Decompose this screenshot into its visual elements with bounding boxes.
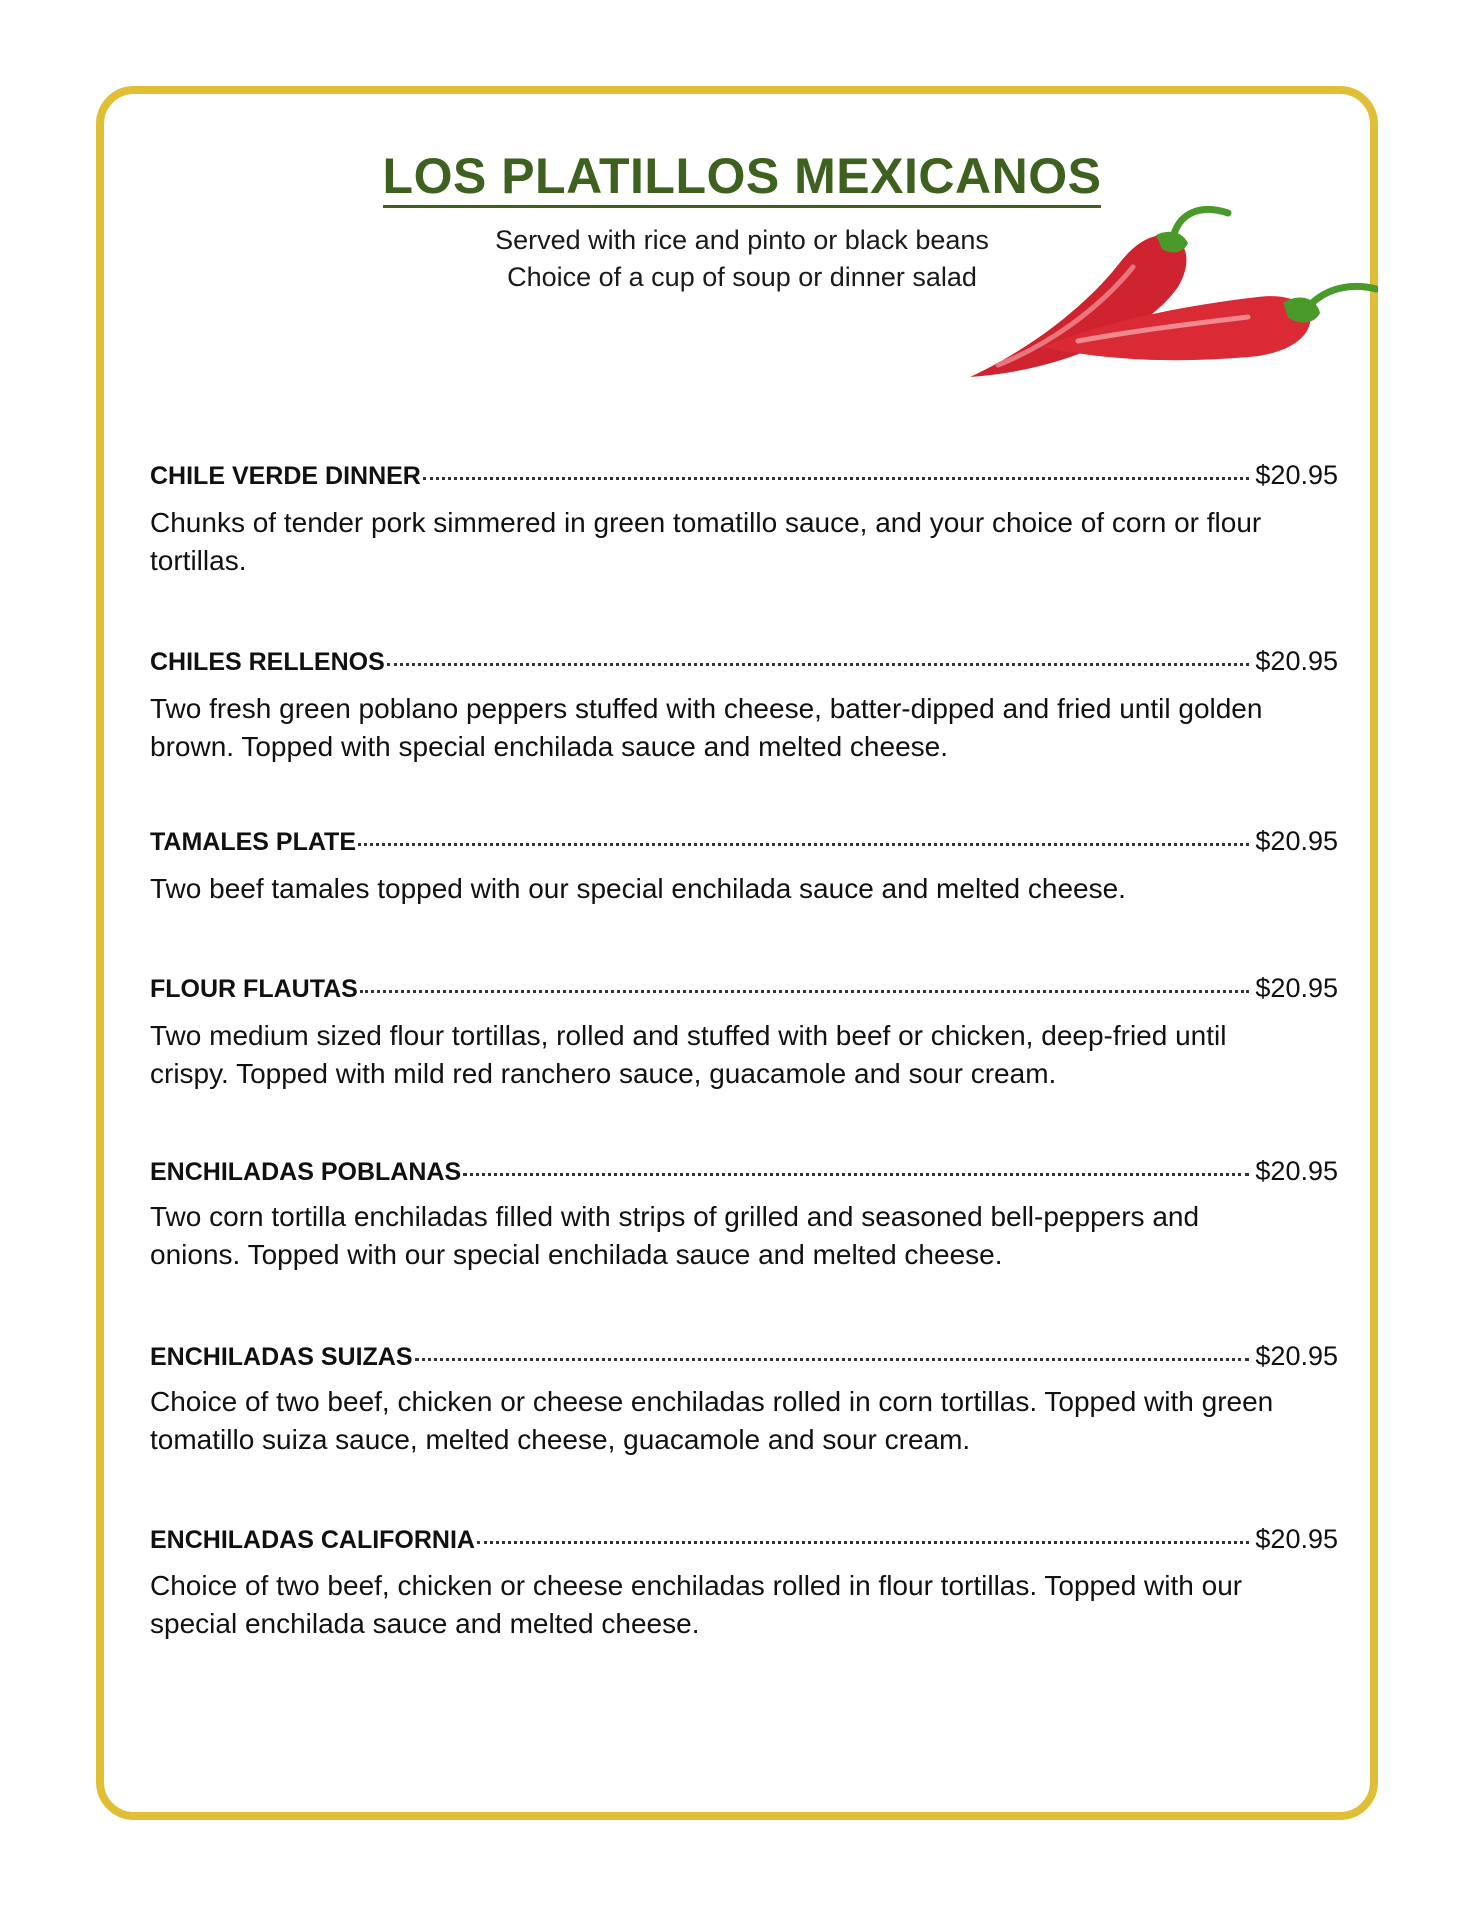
item-name: ENCHILADAS CALIFORNIA bbox=[150, 1526, 475, 1554]
item-name: CHILE VERDE DINNER bbox=[150, 462, 421, 490]
item-price: $20.95 bbox=[1255, 1341, 1338, 1371]
menu-item bbox=[150, 973, 1338, 1004]
menu-item bbox=[150, 460, 1338, 491]
menu-item bbox=[150, 1341, 1338, 1372]
item-description: Two medium sized flour tortillas, rolled and stuffed with beef or chicken, deep-fried until crispy. Topped with mild red ranchero sauce, guacamole and sour cream. bbox=[150, 1020, 1227, 1089]
item-price: $20.95 bbox=[1255, 460, 1338, 490]
item-description: Two corn tortilla enchiladas filled with strips of grilled and seasoned bell-peppers and onions. Topped with our special enchilada sauce and melted cheese. bbox=[150, 1201, 1200, 1270]
item-description: Choice of two beef, chicken or cheese enchiladas rolled in flour tortillas. Topped with our special enchilada sauce and melted cheese. bbox=[150, 1570, 1243, 1639]
menu-subtitle-line2: Choice of a cup of soup or dinner salad bbox=[507, 262, 977, 292]
item-price: $20.95 bbox=[1255, 973, 1338, 1003]
item-price: $20.95 bbox=[1255, 1156, 1338, 1186]
dot-leader bbox=[477, 1541, 1249, 1544]
dot-leader bbox=[463, 1173, 1249, 1176]
dot-leader bbox=[415, 1358, 1250, 1361]
item-description: Two fresh green poblano peppers stuffed with cheese, batter-dipped and fried until golden brown. Topped with special enchilada sauce and melted cheese. bbox=[150, 693, 1263, 762]
item-name: CHILES RELLENOS bbox=[150, 648, 385, 676]
dot-leader bbox=[423, 477, 1250, 480]
menu-item bbox=[150, 1524, 1338, 1555]
item-name: FLOUR FLAUTAS bbox=[150, 975, 358, 1003]
item-description: Choice of two beef, chicken or cheese enchiladas rolled in corn tortillas. Topped with green tomatillo suiza sauce, melted cheese, guacamole and sour cream. bbox=[150, 1386, 1274, 1455]
item-price: $20.95 bbox=[1255, 826, 1338, 856]
menu-item bbox=[150, 646, 1338, 677]
item-name: ENCHILADAS POBLANAS bbox=[150, 1158, 462, 1186]
dot-leader bbox=[358, 843, 1249, 846]
chili-peppers-icon bbox=[958, 205, 1378, 385]
item-name: TAMALES PLATE bbox=[150, 828, 357, 856]
item-description: Two beef tamales topped with our special enchilada sauce and melted cheese. bbox=[150, 873, 1126, 904]
menu-title: LOS PLATILLOS MEXICANOS bbox=[383, 150, 1102, 208]
item-name: ENCHILADAS SUIZAS bbox=[150, 1343, 413, 1371]
menu-title-wrapper bbox=[0, 150, 1484, 208]
dot-leader bbox=[360, 990, 1250, 993]
menu-item bbox=[150, 826, 1338, 857]
menu-subtitle-line1: Served with rice and pinto or black beans bbox=[495, 225, 989, 255]
dot-leader bbox=[387, 663, 1250, 666]
item-price: $20.95 bbox=[1255, 646, 1338, 676]
item-price: $20.95 bbox=[1255, 1524, 1338, 1554]
menu-item bbox=[150, 1156, 1338, 1187]
item-description: Chunks of tender pork simmered in green tomatillo sauce, and your choice of corn or flour tortillas. bbox=[150, 507, 1262, 576]
